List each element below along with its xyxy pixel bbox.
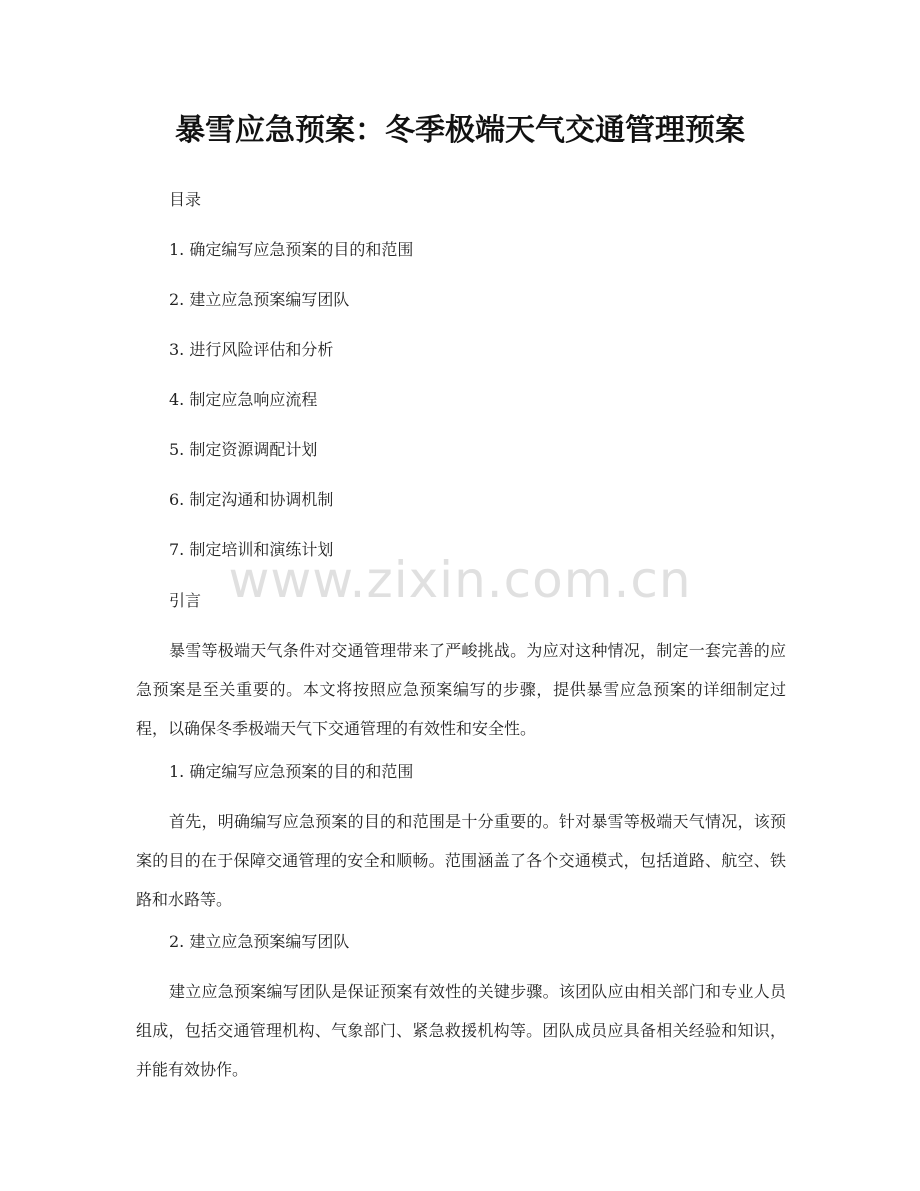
- toc-item-4: 4. 制定应急响应流程: [169, 390, 318, 409]
- section-2-heading: 2. 建立应急预案编写团队: [169, 932, 350, 951]
- toc-item-3: 3. 进行风险评估和分析: [169, 340, 334, 359]
- toc-item-7: 7. 制定培训和演练计划: [169, 540, 334, 559]
- watermark: www.zixin.com.cn: [228, 551, 692, 609]
- document-title: 暴雪应急预案：冬季极端天气交通管理预案: [175, 113, 745, 148]
- section-1-paragraph: 首先，明确编写应急预案的目的和范围是十分重要的。针对暴雪等极端天气情况，该预案的目的在于保障交通管理的安全和顺畅。范围涵盖了各个交通模式，包括道路、航空、铁路和水路等。: [136, 812, 786, 909]
- toc-item-5: 5. 制定资源调配计划: [169, 440, 318, 459]
- intro-paragraph: 暴雪等极端天气条件对交通管理带来了严峻挑战。为应对这种情况，制定一套完善的应急预案是至关重要的。本文将按照应急预案编写的步骤，提供暴雪应急预案的详细制定过程，以确保冬季极端天气下交通管理的有效性和安全性。: [136, 641, 786, 738]
- toc-item-6: 6. 制定沟通和协调机制: [169, 490, 334, 509]
- intro-heading: 引言: [169, 591, 202, 610]
- toc-item-2: 2. 建立应急预案编写团队: [169, 290, 350, 309]
- section-2-paragraph: 建立应急预案编写团队是保证预案有效性的关键步骤。该团队应由相关部门和专业人员组成，包括交通管理机构、气象部门、紧急救援机构等。团队成员应具备相关经验和知识，并能有效协作。: [136, 982, 786, 1079]
- toc-heading: 目录: [169, 190, 202, 209]
- toc-item-1: 1. 确定编写应急预案的目的和范围: [169, 240, 414, 259]
- section-1-heading: 1. 确定编写应急预案的目的和范围: [169, 762, 414, 781]
